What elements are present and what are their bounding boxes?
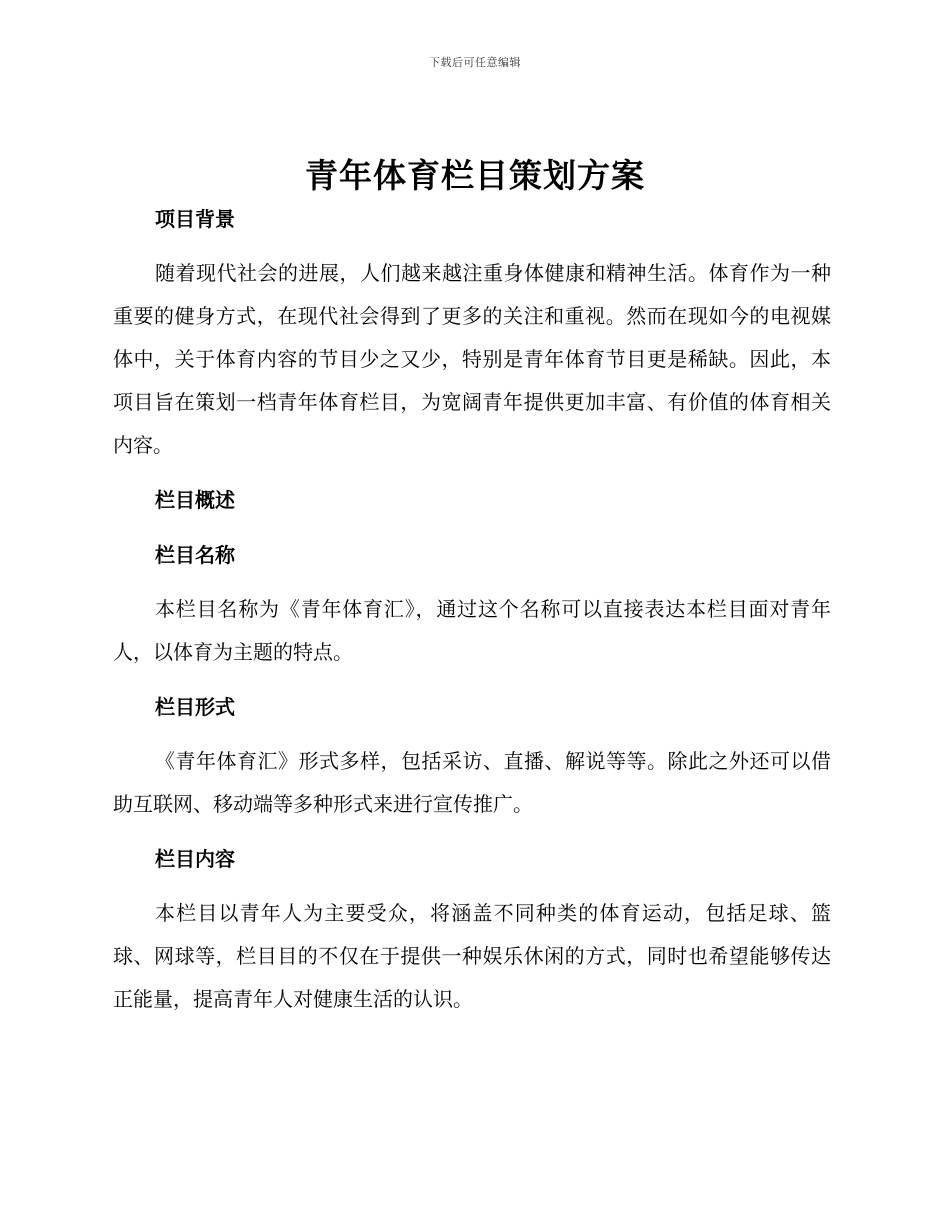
paragraph-name: 本栏目名称为《青年体育汇》，通过这个名称可以直接表达本栏目面对青年人，以体育为主题的特点。 (113, 597, 831, 664)
document-title: 青年体育栏目策划方案 (305, 156, 645, 195)
paragraph-form: 《青年体育汇》形式多样，包括采访、直播、解说等等。除此之外还可以借助互联网、移动端等多种形式来进行宣传推广。 (113, 749, 831, 816)
section-heading-background: 项目背景 (155, 207, 235, 231)
page-header-note: 下载后可任意编辑 (429, 56, 521, 69)
paragraph-content: 本栏目以青年人为主要受众，将涵盖不同种类的体育运动，包括足球、篮球、网球等，栏目目的不仅在于提供一种娱乐休闲的方式，同时也希望能够传达正能量，提高青年人对健康生活的认识。 (113, 901, 831, 1011)
section-heading-form: 栏目形式 (155, 695, 235, 719)
section-heading-name: 栏目名称 (155, 543, 235, 567)
document-body (113, 200, 831, 1021)
paragraph-background: 随着现代社会的进展，人们越来越注重身体健康和精神生活。体育作为一种重要的健身方式，在现代社会得到了更多的关注和重视。然而在现如今的电视媒体中，关于体育内容的节目少之又少，特别是青年体育节目更是稀缺。因此，本项目旨在策划一档青年体育栏目，为宽阔青年提供更加丰富、有价值的体育相关内容。 (113, 261, 831, 457)
section-heading-content: 栏目内容 (155, 847, 235, 871)
section-heading-overview: 栏目概述 (155, 488, 235, 512)
